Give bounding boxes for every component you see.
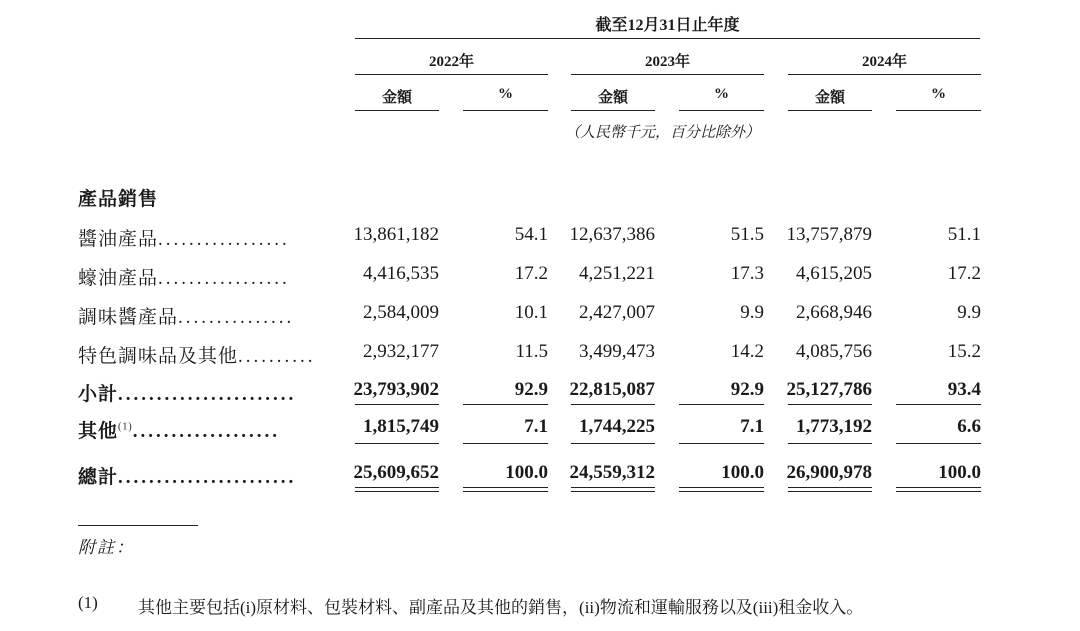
amount-cell: 2,668,946 xyxy=(796,302,872,323)
amount-cell: 3,499,473 xyxy=(579,341,655,362)
period-title: 截至12月31日止年度 xyxy=(595,17,740,34)
row-label xyxy=(78,341,316,368)
total-top-rule xyxy=(355,443,439,444)
percent-cell: 9.9 xyxy=(957,302,981,323)
year-2024: 2024年 xyxy=(861,54,907,70)
percent-cell: 54.1 xyxy=(514,224,548,245)
row-label xyxy=(78,462,296,489)
year-rule xyxy=(355,74,548,75)
amount-cell: 22,815,087 xyxy=(569,379,655,400)
row-label-text: 醬油產品 xyxy=(78,229,159,250)
col-pct: % xyxy=(931,86,946,102)
percent-cell: 11.5 xyxy=(515,341,548,362)
col-amount: 金額 xyxy=(381,90,412,106)
subtotal-rule xyxy=(463,404,548,405)
col-rule xyxy=(896,110,981,111)
total-double-rule xyxy=(679,487,764,488)
leader-dots: ....................... xyxy=(118,384,297,405)
col-rule xyxy=(679,110,764,111)
notes-title: 附註： xyxy=(78,538,135,557)
subtotal-rule xyxy=(896,404,981,405)
percent-cell: 100.0 xyxy=(938,462,981,483)
total-double-rule xyxy=(788,487,872,488)
total-double-rule xyxy=(355,491,439,492)
row-label xyxy=(78,302,294,329)
subtotal-rule xyxy=(788,404,872,405)
section-title: 產品銷售 xyxy=(78,189,159,210)
amount-cell: 24,559,312 xyxy=(569,462,655,483)
row-label-text: 特色調味品及其他 xyxy=(78,346,239,367)
total-double-rule xyxy=(355,487,439,488)
row-label-text: 調味醬產品 xyxy=(78,307,179,328)
footnote-ref: (1) xyxy=(118,421,133,433)
total-top-rule xyxy=(896,443,981,444)
row-label xyxy=(78,263,290,290)
row-label xyxy=(78,224,290,251)
amount-cell: 4,615,205 xyxy=(796,263,872,284)
percent-cell: 10.1 xyxy=(514,302,548,323)
unit-note: （人民幣千元，百分比除外） xyxy=(564,125,760,141)
leader-dots: ................... xyxy=(132,421,280,442)
percent-cell: 93.4 xyxy=(947,379,981,400)
amount-cell: 4,416,535 xyxy=(363,263,439,284)
notes-separator xyxy=(78,525,198,526)
subtotal-rule xyxy=(571,404,655,405)
percent-cell: 100.0 xyxy=(721,462,764,483)
note-ref: (1) xyxy=(78,593,98,612)
percent-cell: 17.2 xyxy=(947,263,981,284)
col-amount: 金額 xyxy=(814,90,845,106)
percent-cell: 6.6 xyxy=(957,416,981,437)
percent-cell: 7.1 xyxy=(740,416,764,437)
percent-cell: 51.1 xyxy=(947,224,981,245)
total-double-rule xyxy=(463,487,548,488)
header-rule xyxy=(355,38,980,39)
amount-cell: 25,127,786 xyxy=(786,379,872,400)
col-rule xyxy=(355,110,439,111)
year-2023: 2023年 xyxy=(644,54,690,70)
row-label-text: 其他 xyxy=(78,421,119,442)
amount-cell: 1,815,749 xyxy=(363,416,439,437)
year-rule xyxy=(571,74,764,75)
total-double-rule xyxy=(463,491,548,492)
amount-cell: 26,900,978 xyxy=(786,462,872,483)
amount-cell: 23,793,902 xyxy=(353,379,439,400)
col-rule xyxy=(463,110,548,111)
col-pct: % xyxy=(714,86,729,102)
amount-cell: 13,861,182 xyxy=(353,224,439,245)
percent-cell: 15.2 xyxy=(947,341,981,362)
col-pct: % xyxy=(498,86,513,102)
percent-cell: 9.9 xyxy=(740,302,764,323)
total-top-rule xyxy=(679,443,764,444)
amount-cell: 12,637,386 xyxy=(569,224,655,245)
total-double-rule xyxy=(896,487,981,488)
leader-dots: ............... xyxy=(178,307,295,328)
col-rule xyxy=(788,110,872,111)
col-rule xyxy=(571,110,655,111)
percent-cell: 7.1 xyxy=(524,416,548,437)
amount-cell: 25,609,652 xyxy=(353,462,439,483)
percent-cell: 14.2 xyxy=(730,341,764,362)
percent-cell: 17.3 xyxy=(730,263,764,284)
row-label xyxy=(78,379,296,406)
row-label-text: 總計 xyxy=(78,467,119,488)
total-double-rule xyxy=(571,491,655,492)
col-amount: 金額 xyxy=(597,90,628,106)
leader-dots: .......... xyxy=(238,346,316,367)
amount-cell: 1,744,225 xyxy=(579,416,655,437)
row-label-text: 小計 xyxy=(78,384,119,405)
total-top-rule xyxy=(788,443,872,444)
amount-cell: 13,757,879 xyxy=(786,224,872,245)
subtotal-rule xyxy=(355,404,439,405)
note-text: 其他主要包括(i)原材料、包裝材料、副產品及其他的銷售，(ii)物流和運輸服務以及(iii)租金收入。 xyxy=(138,598,864,617)
leader-dots: ................. xyxy=(158,229,290,250)
amount-cell: 2,427,007 xyxy=(579,302,655,323)
row-label-text: 蠔油產品 xyxy=(78,268,159,289)
amount-cell: 4,085,756 xyxy=(796,341,872,362)
percent-cell: 92.9 xyxy=(514,379,548,400)
leader-dots: ....................... xyxy=(118,467,297,488)
total-double-rule xyxy=(571,487,655,488)
subtotal-rule xyxy=(679,404,764,405)
total-top-rule xyxy=(463,443,548,444)
year-rule xyxy=(788,74,981,75)
percent-cell: 92.9 xyxy=(730,379,764,400)
amount-cell: 1,773,192 xyxy=(796,416,872,437)
total-top-rule xyxy=(571,443,655,444)
amount-cell: 2,932,177 xyxy=(363,341,439,362)
percent-cell: 100.0 xyxy=(505,462,548,483)
total-double-rule xyxy=(788,491,872,492)
leader-dots: ................. xyxy=(158,268,290,289)
percent-cell: 51.5 xyxy=(730,224,764,245)
amount-cell: 2,584,009 xyxy=(363,302,439,323)
total-double-rule xyxy=(679,491,764,492)
percent-cell: 17.2 xyxy=(514,263,548,284)
total-double-rule xyxy=(896,491,981,492)
year-2022: 2022年 xyxy=(428,54,474,70)
amount-cell: 4,251,221 xyxy=(579,263,655,284)
row-label xyxy=(78,416,280,443)
